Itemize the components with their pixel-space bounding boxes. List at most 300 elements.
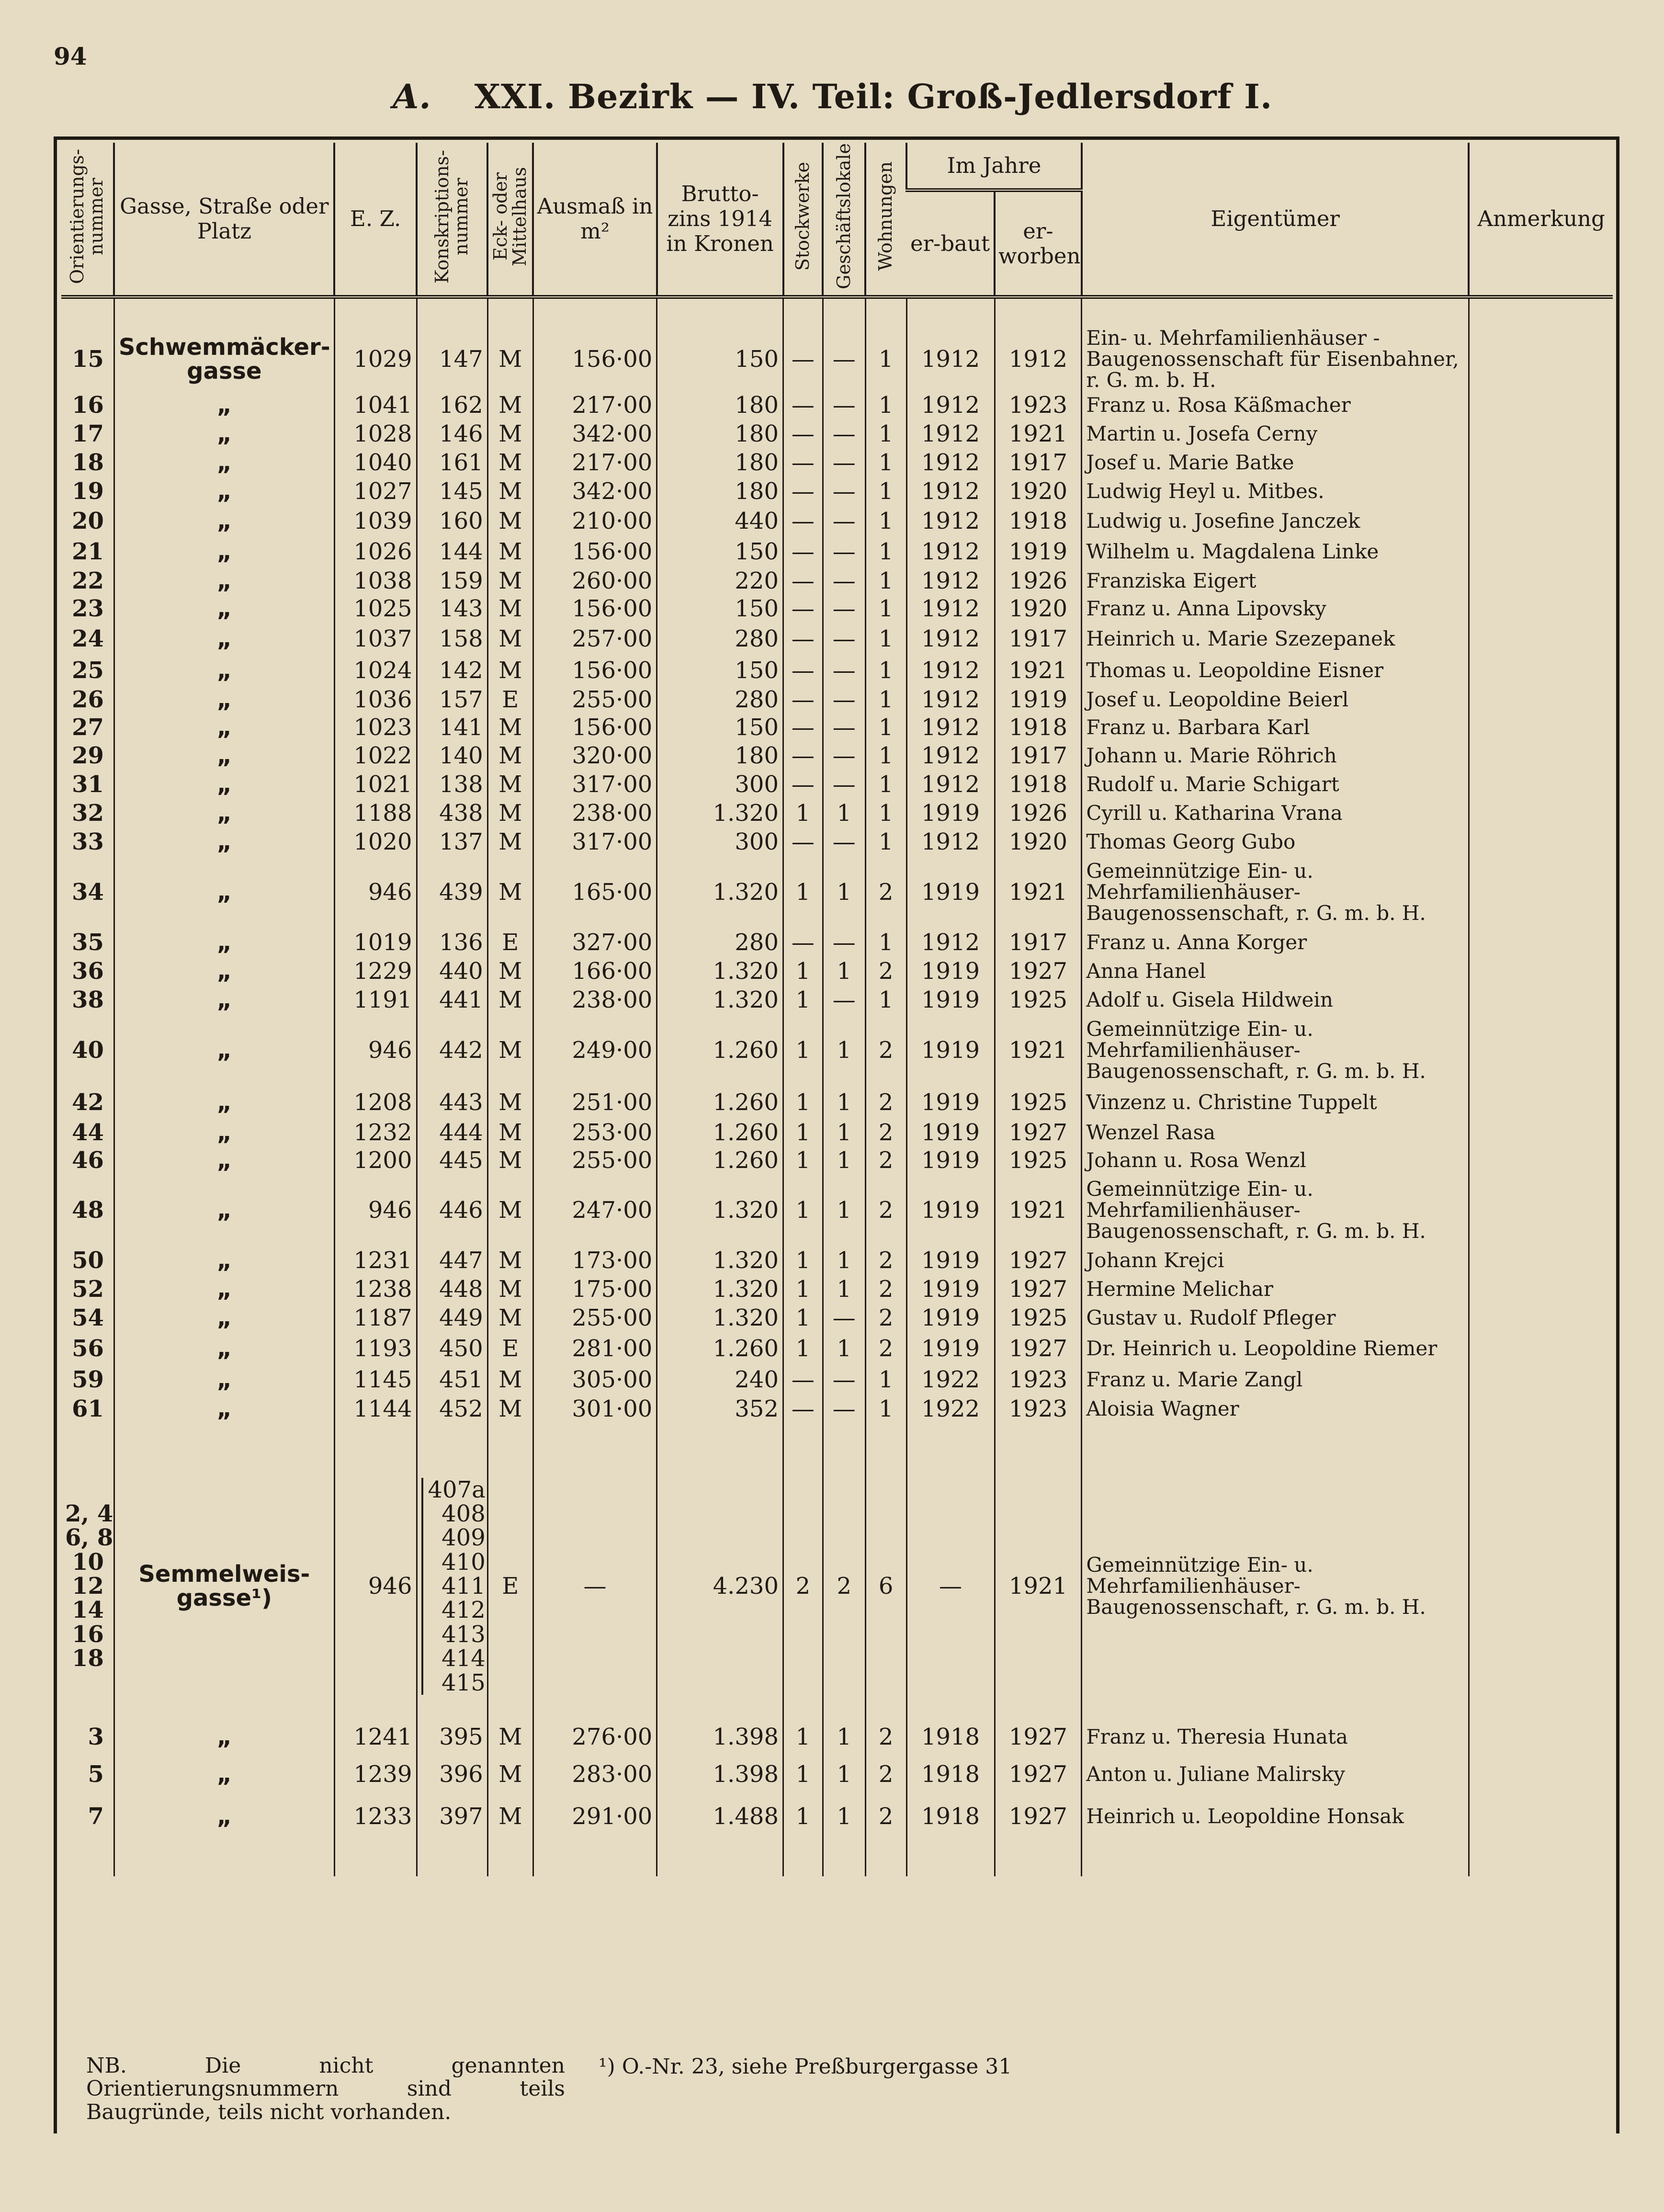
geschaeftslokale-cell: 1: [823, 1754, 865, 1795]
eck-mittel-cell: M: [487, 856, 533, 928]
stockwerke-cell: 1: [783, 1720, 823, 1754]
ez-number-cell: 1208: [334, 1086, 417, 1119]
remark-cell: [1469, 928, 1613, 957]
table-row: [61, 1332, 1613, 1365]
konskription-number-cell: 160: [417, 506, 487, 536]
year-acquired-cell: 1917: [995, 623, 1082, 655]
table-row: [61, 957, 1613, 986]
ez-number-cell: 1025: [334, 595, 417, 623]
col-ez: E. Z.: [334, 143, 417, 297]
stockwerke-cell: —: [783, 567, 823, 595]
eck-mittel-cell: M: [487, 986, 533, 1014]
remark-cell: [1469, 686, 1613, 714]
konskription-number-cell: 146: [417, 420, 487, 448]
year-built-cell: 1919: [906, 1119, 995, 1146]
orientation-number-cell: 36: [72, 958, 104, 985]
eck-mittel-cell: M: [487, 448, 533, 477]
ez-number-cell: 1022: [334, 741, 417, 770]
street-name-cell: „: [114, 1395, 334, 1423]
wohnungen-cell: 2: [865, 1332, 906, 1365]
owner-cell: Josef u. Marie Batke: [1082, 448, 1469, 477]
remark-cell: [1469, 856, 1613, 928]
year-built-cell: 1912: [906, 655, 995, 686]
owner-cell: Johann Krejci: [1082, 1246, 1469, 1275]
wohnungen-cell: 2: [865, 1720, 906, 1754]
konskription-number-cell: 450: [417, 1332, 487, 1365]
street-name-cell: „: [114, 1174, 334, 1246]
year-built-cell: 1912: [906, 714, 995, 741]
brutto-zins-cell: 150: [657, 536, 783, 567]
street-name-cell: „: [114, 391, 334, 420]
wohnungen-cell: 2: [865, 957, 906, 986]
year-acquired-cell: 1917: [995, 741, 1082, 770]
stockwerke-cell: —: [783, 714, 823, 741]
konskription-number-cell: 438: [417, 799, 487, 828]
owner-cell: Franz u. Anna Lipovsky: [1082, 595, 1469, 623]
footnote-1: ¹) O.-Nr. 23, siehe Preßburgergasse 31: [599, 2054, 1012, 2079]
remark-cell: [1469, 1304, 1613, 1332]
ez-number-cell: 1023: [334, 714, 417, 741]
wohnungen-cell: 1: [865, 328, 906, 391]
brutto-zins-cell: 1.260: [657, 1146, 783, 1174]
area-m2-cell: 173·00: [533, 1246, 657, 1275]
geschaeftslokale-cell: —: [823, 1395, 865, 1423]
ez-number-cell: 946: [334, 856, 417, 928]
col-ausmass: Ausmaß in m²: [533, 143, 657, 297]
district-title: XXI. Bezirk — IV. Teil: Groß-Jedlersdorf I.: [474, 77, 1273, 116]
geschaeftslokale-cell: —: [823, 770, 865, 799]
area-m2-cell: 317·00: [533, 770, 657, 799]
table-row: [61, 986, 1613, 1014]
brutto-zins-cell: 1.320: [657, 1174, 783, 1246]
orientation-number: 12: [72, 1573, 104, 1600]
year-acquired-cell: 1926: [995, 799, 1082, 828]
remark-cell: [1469, 506, 1613, 536]
ez-number-cell: 1027: [334, 477, 417, 506]
remark-cell: [1469, 1332, 1613, 1365]
year-built-cell: 1922: [906, 1395, 995, 1423]
table-row: [61, 1720, 1613, 1754]
brutto-zins-cell: 1.320: [657, 1304, 783, 1332]
konskription-number-cell: 439: [417, 856, 487, 928]
orientation-number-cell: 7: [88, 1803, 104, 1830]
geschaeftslokale-cell: 1: [823, 1086, 865, 1119]
ez-number-cell: 1028: [334, 420, 417, 448]
orientation-number-cell: 24: [72, 625, 104, 653]
year-acquired-cell: 1917: [995, 928, 1082, 957]
stockwerke-cell: 1: [783, 1304, 823, 1332]
ez-number-cell: 1188: [334, 799, 417, 828]
orientation-number-cell: 32: [72, 800, 104, 827]
area-m2-cell: 253·00: [533, 1119, 657, 1146]
year-acquired-cell: 1921: [995, 856, 1082, 928]
remark-cell: [1469, 595, 1613, 623]
owner-cell: Gemeinnützige Ein- u. Mehrfamilienhäuser-Baugenossenschaft, r. G. m. b. H.: [1082, 1452, 1469, 1720]
stockwerke-cell: —: [783, 741, 823, 770]
eck-mittel-cell: M: [487, 1146, 533, 1174]
wohnungen-cell: 1: [865, 448, 906, 477]
owner-cell: Franziska Eigert: [1082, 567, 1469, 595]
table-row: [61, 1086, 1613, 1119]
area-m2-cell: 283·00: [533, 1754, 657, 1795]
geschaeftslokale-cell: —: [823, 1304, 865, 1332]
page-number: 94: [54, 42, 87, 70]
brutto-zins-cell: 180: [657, 741, 783, 770]
year-built-cell: 1918: [906, 1795, 995, 1838]
orientation-number: 6, 8: [65, 1524, 113, 1552]
wohnungen-cell: 1: [865, 828, 906, 856]
street-name-cell: „: [114, 1332, 334, 1365]
remark-cell: [1469, 741, 1613, 770]
stockwerke-cell: 1: [783, 986, 823, 1014]
ez-number-cell: 1191: [334, 986, 417, 1014]
group-row: [61, 1452, 1613, 1720]
ez-number-cell: 946: [334, 1452, 417, 1720]
area-m2-cell: 281·00: [533, 1332, 657, 1365]
orientation-number-cell: 18: [72, 449, 104, 476]
remark-cell: [1469, 1146, 1613, 1174]
eck-mittel-cell: M: [487, 799, 533, 828]
street-name-cell: „: [114, 1246, 334, 1275]
year-acquired-cell: 1927: [995, 1720, 1082, 1754]
area-m2-cell: 217·00: [533, 448, 657, 477]
konskription-number-cell: 141: [417, 714, 487, 741]
year-acquired-cell: 1918: [995, 770, 1082, 799]
orientation-number-cell: 61: [72, 1395, 104, 1423]
table-row: [61, 1014, 1613, 1086]
wohnungen-cell: 2: [865, 1174, 906, 1246]
year-built-cell: 1918: [906, 1754, 995, 1795]
year-built-cell: 1912: [906, 686, 995, 714]
year-acquired-cell: 1927: [995, 957, 1082, 986]
year-acquired-cell: 1919: [995, 686, 1082, 714]
table-row: [61, 686, 1613, 714]
remark-cell: [1469, 1720, 1613, 1754]
ez-number-cell: 1037: [334, 623, 417, 655]
brutto-zins-cell: 1.320: [657, 957, 783, 986]
remark-cell: [1469, 536, 1613, 567]
wohnungen-cell: 1: [865, 986, 906, 1014]
orientation-number-cell: 54: [72, 1305, 104, 1332]
remark-cell: [1469, 1754, 1613, 1795]
stockwerke-cell: 2: [783, 1452, 823, 1720]
brutto-zins-cell: 1.320: [657, 986, 783, 1014]
orientation-number-cell: 52: [72, 1276, 104, 1303]
eck-mittel-cell: M: [487, 1395, 533, 1423]
table-row: [61, 506, 1613, 536]
konskription-number-cell: 441: [417, 986, 487, 1014]
area-m2-cell: 301·00: [533, 1395, 657, 1423]
owner-cell: Ein- u. Mehrfamilienhäuser - Baugenossenschaft für Eisenbahner, r. G. m. b. H.: [1082, 328, 1469, 391]
geschaeftslokale-cell: —: [823, 448, 865, 477]
eck-mittel-cell: M: [487, 1275, 533, 1304]
brutto-zins-cell: 180: [657, 448, 783, 477]
street-name-cell: „: [114, 623, 334, 655]
area-m2-cell: 255·00: [533, 1304, 657, 1332]
wohnungen-cell: 2: [865, 1086, 906, 1119]
year-built-cell: 1912: [906, 928, 995, 957]
eck-mittel-cell: M: [487, 655, 533, 686]
orientation-number-cell: 17: [72, 420, 104, 448]
col-anmerkung: Anmerkung: [1469, 143, 1613, 297]
konskription-number-cell: 448: [417, 1275, 487, 1304]
geschaeftslokale-cell: —: [823, 986, 865, 1014]
remark-cell: [1469, 1275, 1613, 1304]
footnote-nb: NB. Die nicht genannten Orientierungsnummern sind teils Baugründe, teils nicht vorhanden.: [86, 2053, 565, 2124]
geschaeftslokale-cell: —: [823, 595, 865, 623]
orientation-number-cell: 48: [72, 1197, 104, 1224]
geschaeftslokale-cell: —: [823, 741, 865, 770]
wohnungen-cell: 2: [865, 1146, 906, 1174]
remark-cell: [1469, 1395, 1613, 1423]
eck-mittel-cell: M: [487, 1365, 533, 1395]
street-name-cell: „: [114, 1275, 334, 1304]
orientation-number-cell: 5: [88, 1761, 104, 1788]
eck-mittel-cell: M: [487, 714, 533, 741]
table-row: [61, 1754, 1613, 1795]
table-row: [61, 420, 1613, 448]
geschaeftslokale-cell: —: [823, 391, 865, 420]
year-built-cell: 1922: [906, 1365, 995, 1395]
brutto-zins-cell: 1.320: [657, 799, 783, 828]
konskription-number-cell: 140: [417, 741, 487, 770]
eck-mittel-cell: M: [487, 506, 533, 536]
table-row: [61, 477, 1613, 506]
street-name-cell: „: [114, 1795, 334, 1838]
konskription-number-cell: 443: [417, 1086, 487, 1119]
ez-number-cell: 1039: [334, 506, 417, 536]
geschaeftslokale-cell: —: [823, 477, 865, 506]
orientation-number-cell: 3: [88, 1724, 104, 1751]
orientation-number-cell: 42: [72, 1089, 104, 1116]
wohnungen-cell: 1: [865, 799, 906, 828]
konskription-number: 415: [441, 1669, 486, 1696]
brutto-zins-cell: 352: [657, 1395, 783, 1423]
eck-mittel-cell: M: [487, 957, 533, 986]
street-name-cell: „: [114, 567, 334, 595]
brutto-zins-cell: 150: [657, 328, 783, 391]
stockwerke-cell: —: [783, 1365, 823, 1395]
geschaeftslokale-cell: 1: [823, 1174, 865, 1246]
remark-cell: [1469, 770, 1613, 799]
col-wohnungen: Wohnungen: [865, 143, 906, 297]
wohnungen-cell: 1: [865, 655, 906, 686]
year-acquired-cell: 1927: [995, 1332, 1082, 1365]
konskription-number-cell: 145: [417, 477, 487, 506]
remark-cell: [1469, 448, 1613, 477]
col-erworben: er-worben: [995, 190, 1082, 297]
eck-mittel-cell: M: [487, 623, 533, 655]
area-m2-cell: —: [533, 1452, 657, 1720]
owner-cell: Heinrich u. Leopoldine Honsak: [1082, 1795, 1469, 1838]
street-name-cell: „: [114, 799, 334, 828]
table-row: [61, 799, 1613, 828]
ez-number-cell: 1024: [334, 655, 417, 686]
ez-number-cell: 1036: [334, 686, 417, 714]
owner-cell: Gemeinnützige Ein- u. Mehrfamilienhäuser-Baugenossenschaft, r. G. m. b. H.: [1082, 1014, 1469, 1086]
brutto-zins-cell: 1.260: [657, 1332, 783, 1365]
geschaeftslokale-cell: —: [823, 623, 865, 655]
area-m2-cell: 210·00: [533, 506, 657, 536]
konskription-number-cell: 142: [417, 655, 487, 686]
geschaeftslokale-cell: 1: [823, 1275, 865, 1304]
table-row: [61, 448, 1613, 477]
stockwerke-cell: —: [783, 448, 823, 477]
orientation-number-cell: 59: [72, 1366, 104, 1394]
orientation-number: 18: [72, 1645, 104, 1672]
year-built-cell: 1919: [906, 986, 995, 1014]
year-built-cell: 1912: [906, 506, 995, 536]
orientation-number-cell: 38: [72, 987, 104, 1014]
area-m2-cell: 276·00: [533, 1720, 657, 1754]
stockwerke-cell: 1: [783, 1086, 823, 1119]
ez-number-cell: 1029: [334, 328, 417, 391]
table-row: [61, 567, 1613, 595]
table-row: [61, 391, 1613, 420]
konskription-number-cell: 395: [417, 1720, 487, 1754]
eck-mittel-cell: M: [487, 1795, 533, 1838]
orientation-number-cell: 22: [72, 567, 104, 595]
wohnungen-cell: 1: [865, 420, 906, 448]
owner-cell: Dr. Heinrich u. Leopoldine Riemer: [1082, 1332, 1469, 1365]
table-row: [61, 1275, 1613, 1304]
brutto-zins-cell: 150: [657, 595, 783, 623]
area-m2-cell: 156·00: [533, 714, 657, 741]
brutto-zins-cell: 150: [657, 655, 783, 686]
eck-mittel-cell: M: [487, 1754, 533, 1795]
brutto-zins-cell: 300: [657, 770, 783, 799]
ez-number-cell: 1145: [334, 1365, 417, 1395]
owner-cell: Martin u. Josefa Cerny: [1082, 420, 1469, 448]
owner-cell: Franz u. Marie Zangl: [1082, 1365, 1469, 1395]
eck-mittel-cell: M: [487, 1086, 533, 1119]
ez-number-cell: 1238: [334, 1275, 417, 1304]
year-built-cell: 1912: [906, 567, 995, 595]
owner-cell: Gemeinnützige Ein- u. Mehrfamilienhäuser-Baugenossenschaft, r. G. m. b. H.: [1082, 856, 1469, 928]
brutto-zins-cell: 280: [657, 686, 783, 714]
eck-mittel-cell: M: [487, 391, 533, 420]
geschaeftslokale-cell: —: [823, 1365, 865, 1395]
remark-cell: [1469, 1795, 1613, 1838]
ez-number-cell: 1041: [334, 391, 417, 420]
wohnungen-cell: 1: [865, 595, 906, 623]
table-row: [61, 655, 1613, 686]
owner-cell: Wilhelm u. Magdalena Linke: [1082, 536, 1469, 567]
street-name-cell: „: [114, 655, 334, 686]
street-name-cell: „: [114, 595, 334, 623]
orientation-number-cell: 50: [72, 1247, 104, 1274]
area-m2-cell: 238·00: [533, 986, 657, 1014]
orientation-number-cell: 23: [72, 595, 104, 623]
remark-cell: [1469, 799, 1613, 828]
eck-mittel-cell: M: [487, 328, 533, 391]
konskription-number-cell: 143: [417, 595, 487, 623]
owner-cell: Johann u. Rosa Wenzl: [1082, 1146, 1469, 1174]
eck-mittel-cell: M: [487, 567, 533, 595]
wohnungen-cell: 2: [865, 1014, 906, 1086]
wohnungen-cell: 1: [865, 686, 906, 714]
konskription-number-cell: 136: [417, 928, 487, 957]
konskription-number: 409: [441, 1524, 486, 1552]
wohnungen-cell: 1: [865, 1365, 906, 1395]
orientation-number-cell: 26: [72, 686, 104, 714]
street-name-cell: „: [114, 957, 334, 986]
table-row: [61, 1146, 1613, 1174]
area-m2-cell: 238·00: [533, 799, 657, 828]
stockwerke-cell: 1: [783, 1146, 823, 1174]
wohnungen-cell: 2: [865, 1119, 906, 1146]
property-ledger-table: [61, 143, 1613, 1876]
year-built-cell: 1919: [906, 856, 995, 928]
ez-number-cell: 1144: [334, 1395, 417, 1423]
year-built-cell: 1912: [906, 391, 995, 420]
year-acquired-cell: 1920: [995, 595, 1082, 623]
brutto-zins-cell: 1.260: [657, 1119, 783, 1146]
area-m2-cell: 249·00: [533, 1014, 657, 1086]
orientation-number-cell: 31: [72, 771, 104, 798]
stockwerke-cell: —: [783, 1395, 823, 1423]
remark-cell: [1469, 623, 1613, 655]
col-erbaut: er-baut: [906, 190, 995, 297]
year-built-cell: 1912: [906, 448, 995, 477]
eck-mittel-cell: E: [487, 686, 533, 714]
konskription-number-cell: 397: [417, 1795, 487, 1838]
year-acquired-cell: 1925: [995, 986, 1082, 1014]
table-row: [61, 714, 1613, 741]
brutto-zins-cell: 180: [657, 391, 783, 420]
konskription-number-cell: 451: [417, 1365, 487, 1395]
orientation-number-cell: 33: [72, 828, 104, 856]
year-built-cell: 1912: [906, 420, 995, 448]
wohnungen-cell: 6: [865, 1452, 906, 1720]
street-name-cell: „: [114, 477, 334, 506]
stockwerke-cell: 1: [783, 1119, 823, 1146]
street-name-cell: „: [114, 928, 334, 957]
eck-mittel-cell: M: [487, 828, 533, 856]
street-name-cell: „: [114, 1720, 334, 1754]
street-name-cell: „: [114, 1014, 334, 1086]
stockwerke-cell: —: [783, 655, 823, 686]
ez-number-cell: 1239: [334, 1754, 417, 1795]
area-m2-cell: 156·00: [533, 655, 657, 686]
year-acquired-cell: 1926: [995, 567, 1082, 595]
area-m2-cell: 342·00: [533, 420, 657, 448]
col-eck: Eck- oder Mittelhaus: [487, 143, 533, 297]
orientation-number-cell: 19: [72, 478, 104, 505]
table-row: [61, 536, 1613, 567]
area-m2-cell: 342·00: [533, 477, 657, 506]
area-m2-cell: 257·00: [533, 623, 657, 655]
ez-number-cell: 1200: [334, 1146, 417, 1174]
stockwerke-cell: —: [783, 391, 823, 420]
brutto-zins-cell: 1.260: [657, 1014, 783, 1086]
konskription-number-cell: 157: [417, 686, 487, 714]
brutto-zins-cell: 1.398: [657, 1720, 783, 1754]
eck-mittel-cell: M: [487, 1720, 533, 1754]
area-m2-cell: 165·00: [533, 856, 657, 928]
remark-cell: [1469, 1452, 1613, 1720]
orientation-number-cell: 15: [72, 345, 104, 373]
stockwerke-cell: —: [783, 828, 823, 856]
orientation-number-cell: 35: [72, 929, 104, 956]
year-built-cell: 1919: [906, 1174, 995, 1246]
konskription-number-cell: 440: [417, 957, 487, 986]
eck-mittel-cell: M: [487, 1174, 533, 1246]
brutto-zins-cell: 1.488: [657, 1795, 783, 1838]
street-name-cell: „: [114, 770, 334, 799]
remark-cell: [1469, 828, 1613, 856]
area-m2-cell: 260·00: [533, 567, 657, 595]
